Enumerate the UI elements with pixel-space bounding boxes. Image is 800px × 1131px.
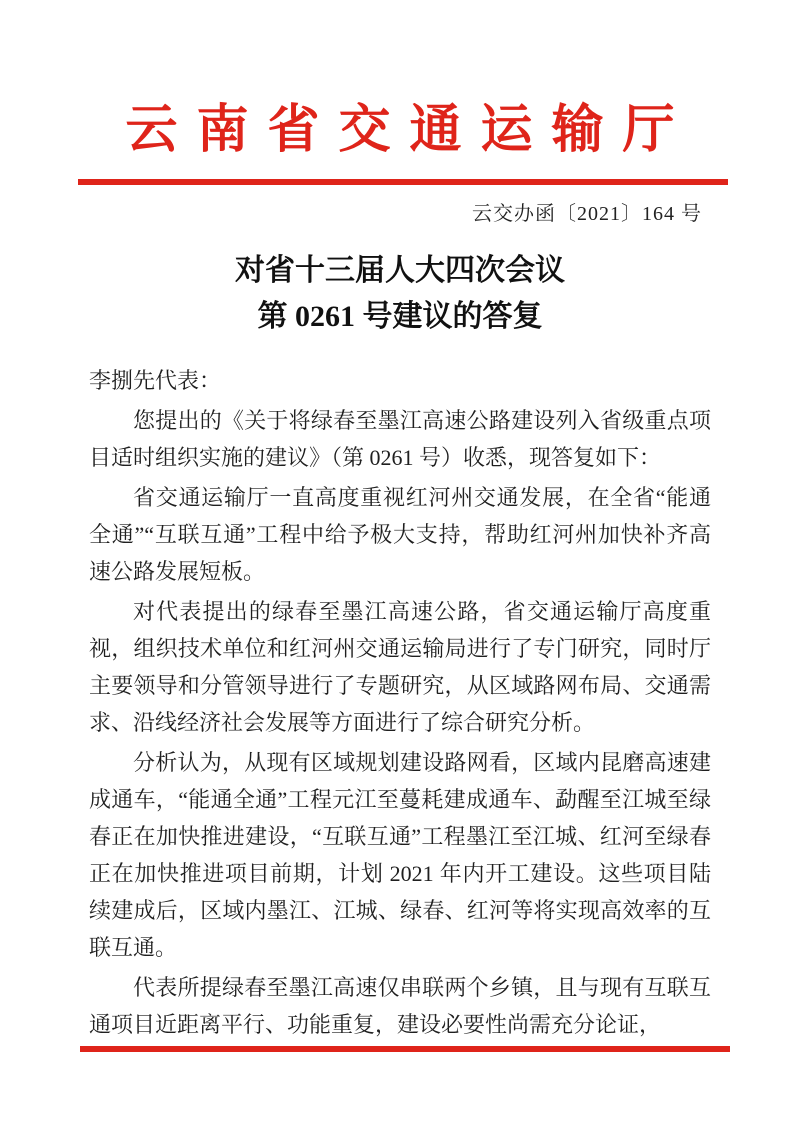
body-paragraph: 省交通运输厅一直高度重视红河州交通发展，在全省“能通全通”“互联互通”工程中给予极大支持，帮助红河州加快补齐高速公路发展短板。 [89, 485, 711, 585]
page-footer-double-rule [80, 1046, 730, 1052]
letterhead-double-rule [78, 179, 728, 185]
body-paragraph: 您提出的《关于将绿春至墨江高速公路建设列入省级重点项目适时组织实施的建议》（第 0261 号）收悉，现答复如下： [89, 408, 711, 471]
document-body [89, 362, 711, 1043]
document-reference-number: 云交办函〔2021〕164 号 [472, 203, 702, 226]
body-paragraph: 分析认为，从现有区域规划建设路网看，区域内昆磨高速建成通车，“能通全通”工程元江至蔓耗建成通车、勐醒至江城至绿春正在加快推进建设，“互联互通”工程墨江至江城、红河至绿春正在加快推进项目前期，计划 2021 年内开工建设。这些项目陆续建成后，区域内墨江、江城、绿春、红河等将实现高效率的互联互通。 [89, 750, 711, 961]
document-title-line1: 对省十三届人大四次会议 [235, 254, 565, 288]
document-title [0, 248, 800, 340]
body-paragraph: 代表所提绿春至墨江高速仅串联两个乡镇，且与现有互联互通项目近距离平行、功能重复，建设必要性尚需充分论证， [89, 975, 711, 1038]
salutation: 李捌先代表： [89, 368, 222, 394]
letterhead-org-name: 云南省交通运输厅 [125, 102, 694, 159]
body-paragraph: 对代表提出的绿春至墨江高速公路，省交通运输厅高度重视，组织技术单位和红河州交通运输局进行了专门研究，同时厅主要领导和分管领导进行了专题研究，从区域路网布局、交通需求、沿线经济社会发展等方面进行了综合研究分析。 [89, 599, 711, 736]
document-title-line2: 第 0261 号建议的答复 [257, 300, 543, 334]
